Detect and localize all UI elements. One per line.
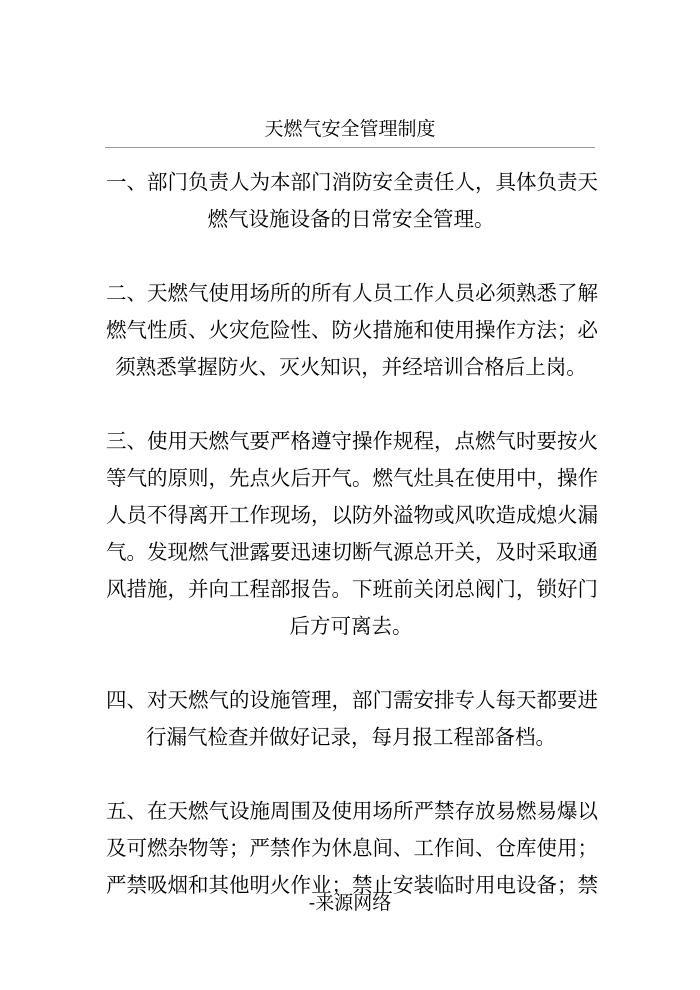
paragraph-2 xyxy=(106,275,596,386)
paragraph-line: 五、在天燃气设施周围及使用场所严禁存放易燃易爆以 xyxy=(106,799,598,823)
paragraph-line: 风措施，并向工程部报告。下班前关闭总阀门，锁好门 xyxy=(106,577,598,601)
paragraph-5 xyxy=(106,793,596,904)
paragraph-line: 三、使用天燃气要严格遵守操作规程，点燃气时要按火 xyxy=(106,429,598,453)
paragraph-line: 燃气设施设备的日常安全管理。 xyxy=(207,207,495,231)
paragraph-line: 等气的原则，先点火后开气。燃气灶具在使用中，操作 xyxy=(106,466,598,490)
paragraph-line: 及可燃杂物等；严禁作为休息间、工作间、仓库使用； xyxy=(106,836,598,860)
paragraph-4 xyxy=(106,682,596,756)
title-divider xyxy=(105,147,595,148)
paragraph-line: 人员不得离开工作现场，以防外溢物或风吹造成熄火漏 xyxy=(106,503,598,527)
paragraph-line: 气。发现燃气泄露要迅速切断气源总开关，及时采取通 xyxy=(106,540,598,564)
paragraph-3 xyxy=(106,423,596,645)
paragraph-1 xyxy=(106,164,596,238)
paragraph-line: 行漏气检查并做好记录，每月报工程部备档。 xyxy=(146,725,556,749)
paragraph-line: 四、对天燃气的设施管理，部门需安排专人每天都要进 xyxy=(106,688,598,712)
paragraph-line: 一、部门负责人为本部门消防安全责任人，具体负责天 xyxy=(106,170,598,194)
paragraph-line: 二、天燃气使用场所的所有人员工作人员必须熟悉了解 xyxy=(106,281,598,305)
source-footer: -来源网络 xyxy=(308,892,392,914)
paragraph-line: 后方可离去。 xyxy=(289,614,413,638)
paragraph-line: 严禁吸烟和其他明火作业；禁止安装临时用电设备；禁 xyxy=(106,873,598,897)
document-title: 天燃气安全管理制度 xyxy=(264,118,436,140)
paragraph-line: 燃气性质、火灾危险性、防火措施和使用操作方法；必 xyxy=(106,318,598,342)
document-body xyxy=(106,164,596,941)
paragraph-line: 须熟悉掌握防火、灭火知识，并经培训合格后上岗。 xyxy=(115,355,587,379)
